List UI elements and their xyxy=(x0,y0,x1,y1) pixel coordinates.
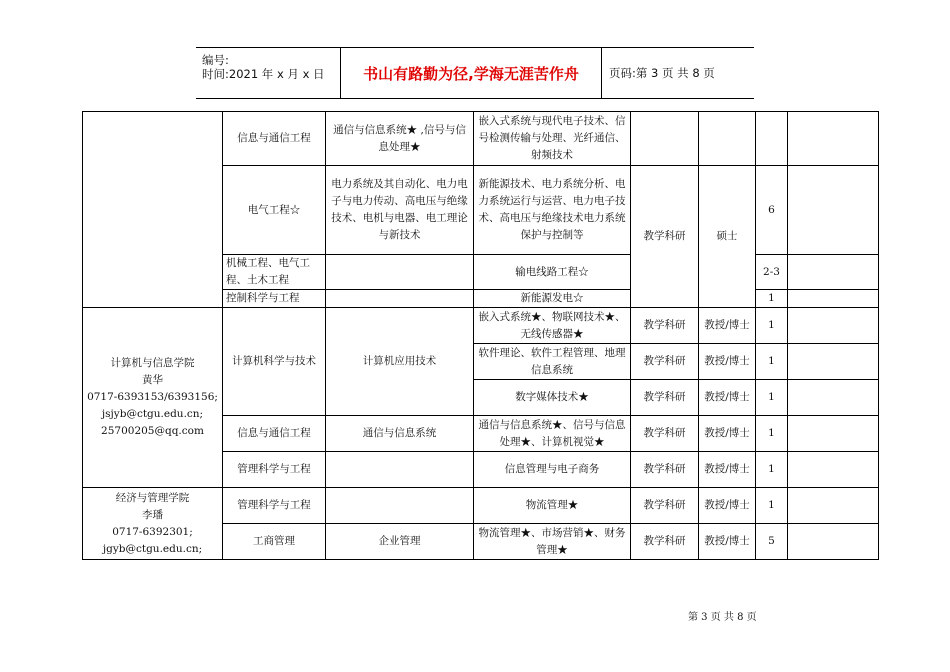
type-cell: 教学科研 xyxy=(631,488,699,524)
header-divider xyxy=(601,48,602,98)
college-cell xyxy=(83,112,223,308)
remark-cell xyxy=(788,255,879,290)
remark-cell xyxy=(788,308,879,344)
direction-cell: 物流管理★、市场营销★、财务管理★ xyxy=(474,524,631,560)
major-cell: 计算机科学与技术 xyxy=(223,308,326,416)
degree-cell: 教授/博士 xyxy=(699,344,756,380)
remark-cell xyxy=(788,112,879,166)
direction-cell: 通信与信息系统★、信号与信息处理★、计算机视觉★ xyxy=(474,416,631,452)
direction-cell: 新能源技术、电力系统分析、电力系统运行与运营、电力电子技术、高电压与绝缘技术电力系统保护与控制等 xyxy=(474,166,631,255)
table-row xyxy=(83,488,879,524)
remark-cell xyxy=(788,524,879,560)
field-cell xyxy=(326,290,474,308)
count-cell: 1 xyxy=(756,452,788,488)
college-name: 计算机与信息学院 xyxy=(110,357,195,369)
direction-cell: 新能源发电☆ xyxy=(474,290,631,308)
college-phone: 0717-6393153/6393156; xyxy=(87,391,218,403)
direction-cell: 输电线路工程☆ xyxy=(474,255,631,290)
direction-cell: 信息管理与电子商务 xyxy=(474,452,631,488)
remark-cell xyxy=(788,380,879,416)
count-cell: 5 xyxy=(756,524,788,560)
major-cell: 控制科学与工程 xyxy=(223,290,326,308)
count-cell: 1 xyxy=(756,416,788,452)
degree-cell: 教授/博士 xyxy=(699,488,756,524)
type-cell: 教学科研 xyxy=(631,452,699,488)
header-meta xyxy=(202,48,342,98)
major-cell: 电气工程☆ xyxy=(223,166,326,255)
college-phone: 0717-6392301; xyxy=(112,525,193,538)
major-cell: 机械工程、电气工程、土木工程 xyxy=(223,255,326,290)
remark-cell xyxy=(788,344,879,380)
type-cell xyxy=(631,112,699,166)
major-cell: 管理科学与工程 xyxy=(223,452,326,488)
college-cell xyxy=(83,308,223,488)
remark-cell xyxy=(788,452,879,488)
remark-cell xyxy=(788,488,879,524)
field-cell: 通信与信息系统★ ,信号与信息处理★ xyxy=(326,112,474,166)
college-qq: 25700205@qq.com xyxy=(101,425,204,437)
major-cell: 信息与通信工程 xyxy=(223,416,326,452)
direction-cell: 数字媒体技术★ xyxy=(474,380,631,416)
table-row xyxy=(83,308,879,344)
field-cell: 企业管理 xyxy=(326,524,474,560)
header-page-info: 页码:第 3 页 共 8 页 xyxy=(609,66,715,80)
type-cell: 教学科研 xyxy=(631,344,699,380)
field-cell: 通信与信息系统 xyxy=(326,416,474,452)
college-cell xyxy=(83,488,223,560)
degree-cell: 教授/博士 xyxy=(699,524,756,560)
table-row xyxy=(83,112,879,166)
major-cell: 信息与通信工程 xyxy=(223,112,326,166)
college-name: 经济与管理学院 xyxy=(115,491,190,504)
degree-cell: 教授/博士 xyxy=(699,416,756,452)
college-email: jgyb@ctgu.edu.cn; xyxy=(102,542,203,555)
type-cell: 教学科研 xyxy=(631,380,699,416)
type-cell: 教学科研 xyxy=(631,524,699,560)
field-cell: 计算机应用技术 xyxy=(326,308,474,416)
college-contact: 李璠 xyxy=(142,508,163,521)
count-cell: 1 xyxy=(756,290,788,308)
document-date: 时间:2021 年 x 月 x 日 xyxy=(202,67,325,81)
direction-cell: 软件理论、软件工程管理、地理信息系统 xyxy=(474,344,631,380)
document-code-label: 编号: xyxy=(202,53,229,67)
count-cell: 1 xyxy=(756,488,788,524)
recruitment-table xyxy=(82,111,879,560)
major-cell: 管理科学与工程 xyxy=(223,488,326,524)
field-cell xyxy=(326,255,474,290)
type-cell: 教学科研 xyxy=(631,308,699,344)
count-cell: 2-3 xyxy=(756,255,788,290)
college-email: jsjyb@ctgu.edu.cn; xyxy=(101,408,204,420)
header-motto: 书山有路勤为径,学海无涯苦作舟 xyxy=(363,64,579,83)
field-cell xyxy=(326,452,474,488)
page-footer: 第 3 页 共 8 页 xyxy=(688,612,757,623)
remark-cell xyxy=(788,416,879,452)
direction-cell: 物流管理★ xyxy=(474,488,631,524)
type-cell: 教学科研 xyxy=(631,416,699,452)
page-header xyxy=(196,47,754,99)
degree-cell xyxy=(699,112,756,166)
degree-cell: 教授/博士 xyxy=(699,452,756,488)
direction-cell: 嵌入式系统与现代电子技术、信号检测传输与处理、光纤通信、射频技术 xyxy=(474,112,631,166)
degree-cell: 教授/博士 xyxy=(699,380,756,416)
degree-cell: 教授/博士 xyxy=(699,308,756,344)
field-cell xyxy=(326,488,474,524)
count-cell: 1 xyxy=(756,308,788,344)
remark-cell xyxy=(788,166,879,255)
type-cell: 教学科研 xyxy=(631,166,699,308)
count-cell xyxy=(756,112,788,166)
degree-cell: 硕士 xyxy=(699,166,756,308)
college-contact: 黄华 xyxy=(142,374,163,386)
remark-cell xyxy=(788,290,879,308)
count-cell: 6 xyxy=(756,166,788,255)
field-cell: 电力系统及其自动化、电力电子与电力传动、高电压与绝缘技术、电机与电器、电工理论与新技术 xyxy=(326,166,474,255)
count-cell: 1 xyxy=(756,380,788,416)
direction-cell: 嵌入式系统★、物联网技术★、无线传感器★ xyxy=(474,308,631,344)
major-cell: 工商管理 xyxy=(223,524,326,560)
count-cell: 1 xyxy=(756,344,788,380)
